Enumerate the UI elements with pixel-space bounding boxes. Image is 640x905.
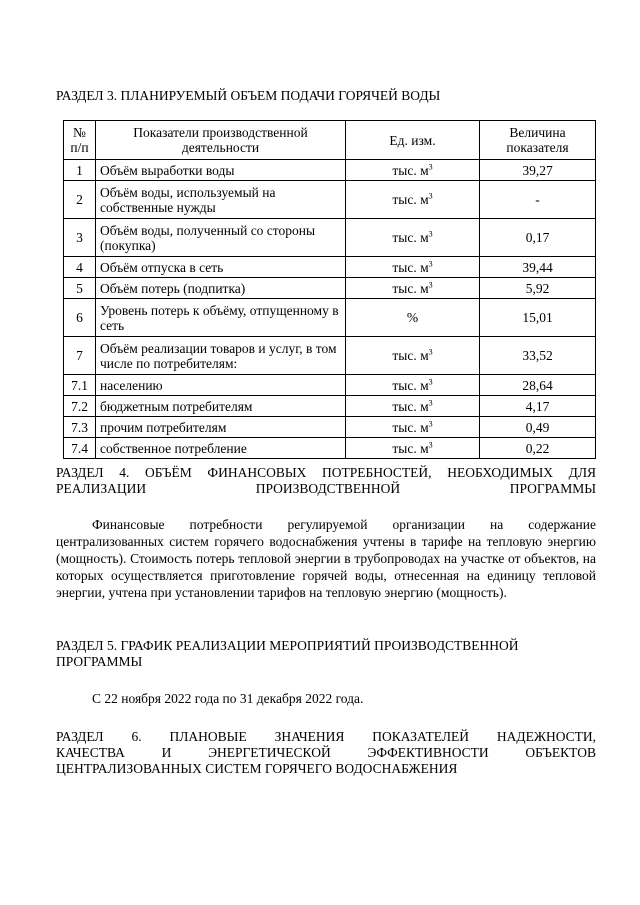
table-row: [64, 299, 596, 337]
row-num: 7: [64, 337, 96, 375]
section6-title-line1: РАЗДЕЛ 6. ПЛАНОВЫЕ ЗНАЧЕНИЯ ПОКАЗАТЕЛЕЙ НАДЕЖНОСТИ,: [56, 729, 596, 744]
row-name: населению: [96, 375, 346, 396]
row-unit: [346, 181, 480, 219]
row-unit: [346, 278, 480, 299]
table-row: [64, 438, 596, 459]
row-value: 15,01: [480, 299, 596, 337]
row-num: 2: [64, 181, 96, 219]
row-unit: [346, 337, 480, 375]
row-num: 5: [64, 278, 96, 299]
row-unit-sup: 3: [428, 191, 433, 201]
table-header-row: [64, 121, 596, 160]
table-row: [64, 219, 596, 257]
row-unit: [346, 160, 480, 181]
row-unit: [346, 375, 480, 396]
row-unit: [346, 396, 480, 417]
row-num: 1: [64, 160, 96, 181]
row-name: Объём воды, используемый на собственные нужды: [96, 181, 346, 219]
row-name: собственное потребление: [96, 438, 346, 459]
header-num: № п/п: [64, 121, 96, 160]
row-unit-text: тыс. м: [392, 162, 429, 178]
row-name: Объём воды, полученный со стороны (покупка): [96, 219, 346, 257]
row-value: 0,49: [480, 417, 596, 438]
section5-title: РАЗДЕЛ 5. ГРАФИК РЕАЛИЗАЦИИ МЕРОПРИЯТИЙ ПРОИЗВОДСТВЕННОЙ ПРОГРАММЫ: [56, 638, 519, 669]
row-unit-text: тыс. м: [392, 192, 429, 207]
row-unit-text: тыс. м: [392, 398, 429, 414]
row-num: 3: [64, 219, 96, 257]
section6-title: [56, 729, 596, 777]
row-value: 39,27: [480, 160, 596, 181]
row-value: 28,64: [480, 375, 596, 396]
row-value: 39,44: [480, 257, 596, 278]
row-unit-text: тыс. м: [392, 348, 429, 363]
row-unit-sup: 3: [428, 162, 433, 171]
row-unit-sup: 3: [428, 398, 433, 407]
row-value: 0,17: [480, 219, 596, 257]
row-name: Объём выработки воды: [96, 160, 346, 181]
row-unit-sup: 3: [428, 347, 433, 357]
row-unit-text: тыс. м: [392, 377, 429, 393]
row-unit-sup: 3: [428, 280, 433, 289]
water-supply-table: [63, 120, 596, 459]
row-num: 4: [64, 257, 96, 278]
row-num: 7.2: [64, 396, 96, 417]
table-row: [64, 160, 596, 181]
table-row: [64, 257, 596, 278]
row-name: прочим потребителям: [96, 417, 346, 438]
table-row: [64, 396, 596, 417]
row-num: 6: [64, 299, 96, 337]
row-unit-sup: 3: [428, 229, 433, 239]
row-unit-text: тыс. м: [392, 259, 429, 275]
row-value: 0,22: [480, 438, 596, 459]
row-value: 5,92: [480, 278, 596, 299]
row-unit: [346, 438, 480, 459]
table-row: [64, 375, 596, 396]
table-row: [64, 417, 596, 438]
row-unit-text: %: [406, 310, 419, 325]
row-unit-sup: 3: [428, 377, 433, 386]
section4-title: РАЗДЕЛ 4. ОБЪЁМ ФИНАНСОВЫХ ПОТРЕБНОСТЕЙ, НЕОБХОДИМЫХ ДЛЯ РЕАЛИЗАЦИИ ПРОИЗВОДСТВЕННОЙ ПРОГРАММЫ: [56, 465, 596, 496]
row-num: 7.3: [64, 417, 96, 438]
row-value: 4,17: [480, 396, 596, 417]
section6-title-line3: ЦЕНТРАЛИЗОВАННЫХ СИСТЕМ ГОРЯЧЕГО ВОДОСНАБЖЕНИЯ: [56, 761, 458, 776]
row-value: -: [480, 181, 596, 219]
table-body: [64, 160, 596, 459]
row-unit: [346, 417, 480, 438]
table-row: [64, 278, 596, 299]
row-value: 33,52: [480, 337, 596, 375]
row-unit: [346, 257, 480, 278]
row-name: Объём потерь (подпитка): [96, 278, 346, 299]
row-num: 7.4: [64, 438, 96, 459]
row-unit-text: тыс. м: [392, 440, 429, 456]
row-unit: [346, 299, 480, 337]
section3-title: РАЗДЕЛ 3. ПЛАНИРУЕМЫЙ ОБЪЕМ ПОДАЧИ ГОРЯЧЕЙ ВОДЫ: [56, 88, 441, 103]
section5-paragraph: С 22 ноября 2022 года по 31 декабря 2022 года.: [92, 691, 364, 706]
table-row: [64, 181, 596, 219]
row-unit-text: тыс. м: [392, 230, 429, 245]
row-name: Объём реализации товаров и услуг, в том числе по потребителям:: [96, 337, 346, 375]
row-unit-text: тыс. м: [392, 419, 429, 435]
section4-paragraph: Финансовые потребности регулируемой организации на содержание централизованных систем горячего водоснабжения учтены в тарифе на тепловую энергию (мощность). Стоимость потерь тепловой энергии в трубопроводах на участке от объектов, на которых осуществляется приготовление горячей воды, отнесенная на единицу тепловой энергии, учтена при установлении тарифов на тепловую энергию (мощность).: [56, 517, 596, 600]
header-value: Величина показателя: [480, 121, 596, 160]
section6-title-line2: КАЧЕСТВА И ЭНЕРГЕТИЧЕСКОЙ ЭФФЕКТИВНОСТИ ОБЪЕКТОВ: [56, 745, 596, 760]
header-indicator: Показатели производственной деятельности: [96, 121, 346, 160]
row-unit: [346, 219, 480, 257]
row-unit-sup: 3: [428, 259, 433, 268]
table-row: [64, 337, 596, 375]
row-num: 7.1: [64, 375, 96, 396]
row-name: Уровень потерь к объёму, отпущенному в сеть: [96, 299, 346, 337]
row-unit-sup: 3: [428, 440, 433, 449]
header-unit: Ед. изм.: [346, 121, 480, 160]
row-name: Объём отпуска в сеть: [96, 257, 346, 278]
row-name: бюджетным потребителям: [96, 396, 346, 417]
row-unit-text: тыс. м: [392, 280, 429, 296]
row-unit-sup: 3: [428, 419, 433, 428]
